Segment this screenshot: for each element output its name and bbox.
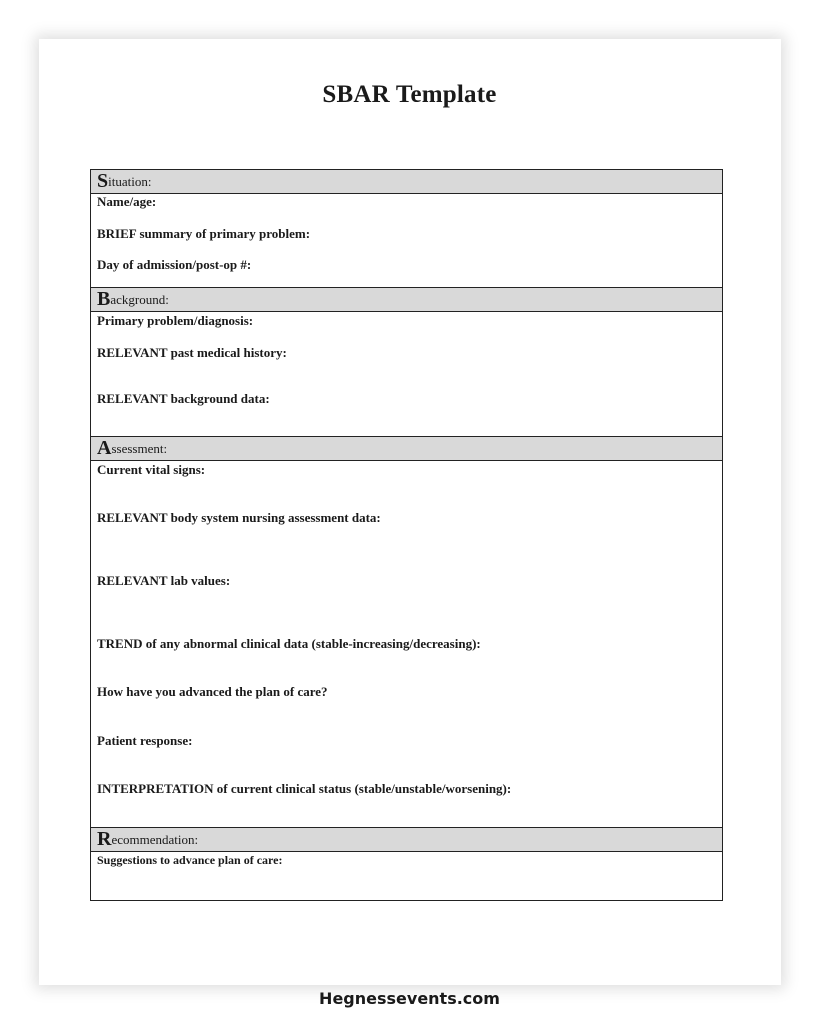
section-header-situation [91, 170, 722, 194]
field-primary-problem: Primary problem/diagnosis: [97, 313, 254, 328]
watermark-text: Hegnessevents.com [319, 989, 500, 1008]
field-background-data: RELEVANT background data: [97, 391, 270, 406]
field-brief-summary: BRIEF summary of primary problem: [97, 226, 311, 241]
section-body-background [91, 312, 722, 437]
field-name-age: Name/age: [97, 194, 157, 209]
section-body-recommendation [91, 852, 722, 900]
section-letter: A [97, 437, 112, 459]
section-body-assessment [91, 461, 722, 828]
section-body-situation [91, 194, 722, 288]
field-patient-response: Patient response: [97, 733, 193, 748]
section-header-assessment [91, 437, 722, 461]
section-header-background [91, 288, 722, 312]
section-title: ssessment: [111, 441, 168, 456]
section-header-recommendation [91, 828, 722, 852]
section-title: ecommendation: [111, 832, 199, 847]
field-lab-values: RELEVANT lab values: [97, 573, 231, 588]
field-suggestions: Suggestions to advance plan of care: [97, 853, 283, 867]
section-letter: S [97, 170, 109, 192]
field-vital-signs: Current vital signs: [97, 462, 206, 477]
section-title: ackground: [110, 292, 169, 307]
field-plan-of-care: How have you advanced the plan of care? [97, 684, 328, 699]
field-interpretation: INTERPRETATION of current clinical status (stable/unstable/worsening): [97, 781, 512, 796]
sbar-form [90, 169, 723, 901]
page-title: SBAR Template [322, 81, 497, 108]
field-trend-clinical-data: TREND of any abnormal clinical data (stable-increasing/decreasing): [97, 636, 481, 651]
section-title: ituation: [108, 174, 152, 189]
field-day-of-admission: Day of admission/post-op #: [97, 257, 252, 272]
section-letter: B [97, 288, 111, 310]
field-past-medical-history: RELEVANT past medical history: [97, 345, 287, 360]
section-letter: R [97, 828, 112, 850]
field-body-system-assessment: RELEVANT body system nursing assessment data: [97, 510, 381, 525]
